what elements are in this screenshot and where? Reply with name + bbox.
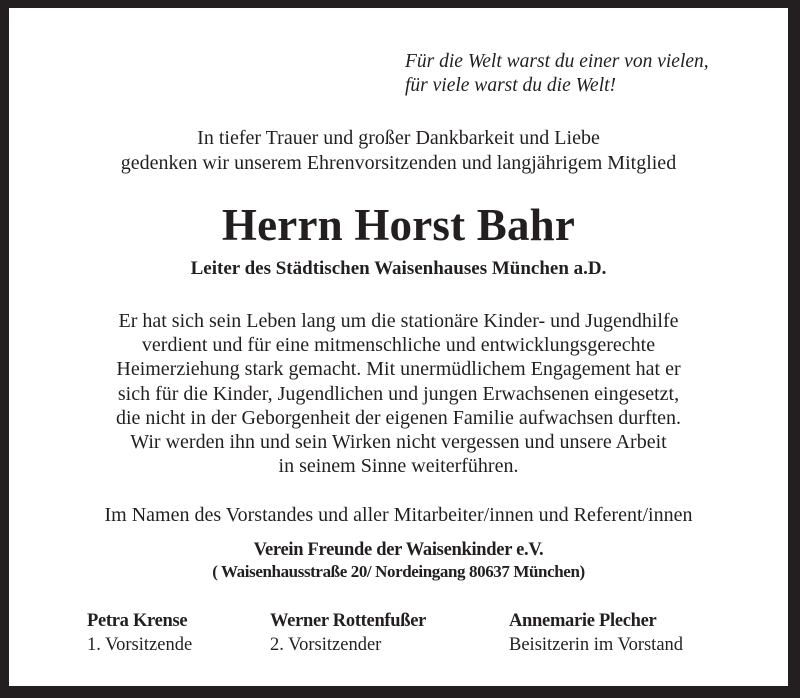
- organization-address: ( Waisenhausstraße 20/ Nordeingang 80637 München): [212, 562, 585, 581]
- tribute-line: Er hat sich sein Leben lang um die stationäre Kinder- und Jugendhilfe: [118, 310, 679, 332]
- signer-role: Beisitzerin im Vorstand: [509, 635, 684, 655]
- on-behalf-line: Im Namen des Vorstandes und aller Mitarbeiter/innen und Referent/innen: [104, 504, 693, 526]
- signer: [509, 609, 683, 657]
- organization-name: Verein Freunde der Waisenkinder e.V.: [253, 540, 544, 560]
- tribute-line: die nicht in der Geborgenheit der eigenen Familie aufwachsen durften.: [116, 406, 681, 429]
- signer: [87, 609, 192, 657]
- motto-line: Für die Welt warst du einer von vielen,: [405, 51, 709, 72]
- deceased-title: Leiter des Städtischen Waisenhauses München a.D.: [190, 258, 607, 279]
- motto-quote: [405, 50, 709, 98]
- tribute-line: verdient und für eine mitmenschliche und entwicklungsgerechte: [141, 334, 656, 357]
- motto-line: für viele warst du die Welt!: [405, 75, 617, 96]
- signer-role: 1. Vorsitzende: [87, 635, 193, 655]
- intro-line: gedenken wir unserem Ehrenvorsitzenden und langjährigem Mitglied: [120, 152, 677, 174]
- tribute-paragraph: [9, 309, 788, 478]
- tribute-line: sich für die Kinder, Jugendlichen und jungen Erwachsenen eingesetzt,: [117, 382, 680, 405]
- obituary-notice: [9, 8, 788, 686]
- signer-name: Petra Krense: [87, 611, 188, 631]
- tribute-line: Heimerziehung stark gemacht. Mit unermüdlichem Engagement hat er: [116, 358, 681, 381]
- intro-line: In tiefer Trauer und großer Dankbarkeit und Liebe: [197, 127, 600, 149]
- signer-role: 2. Vorsitzender: [270, 635, 382, 655]
- tribute-line: in seinem Sinne weiterführen.: [278, 455, 519, 478]
- signer-name: Annemarie Plecher: [509, 611, 657, 631]
- tribute-line: Wir werden ihn und sein Wirken nicht vergessen und unsere Arbeit: [130, 431, 667, 454]
- intro-text: [9, 126, 788, 176]
- signer-name: Werner Rottenfußer: [270, 611, 427, 631]
- deceased-name: Herrn Horst Bahr: [221, 200, 576, 250]
- signer: [270, 609, 426, 657]
